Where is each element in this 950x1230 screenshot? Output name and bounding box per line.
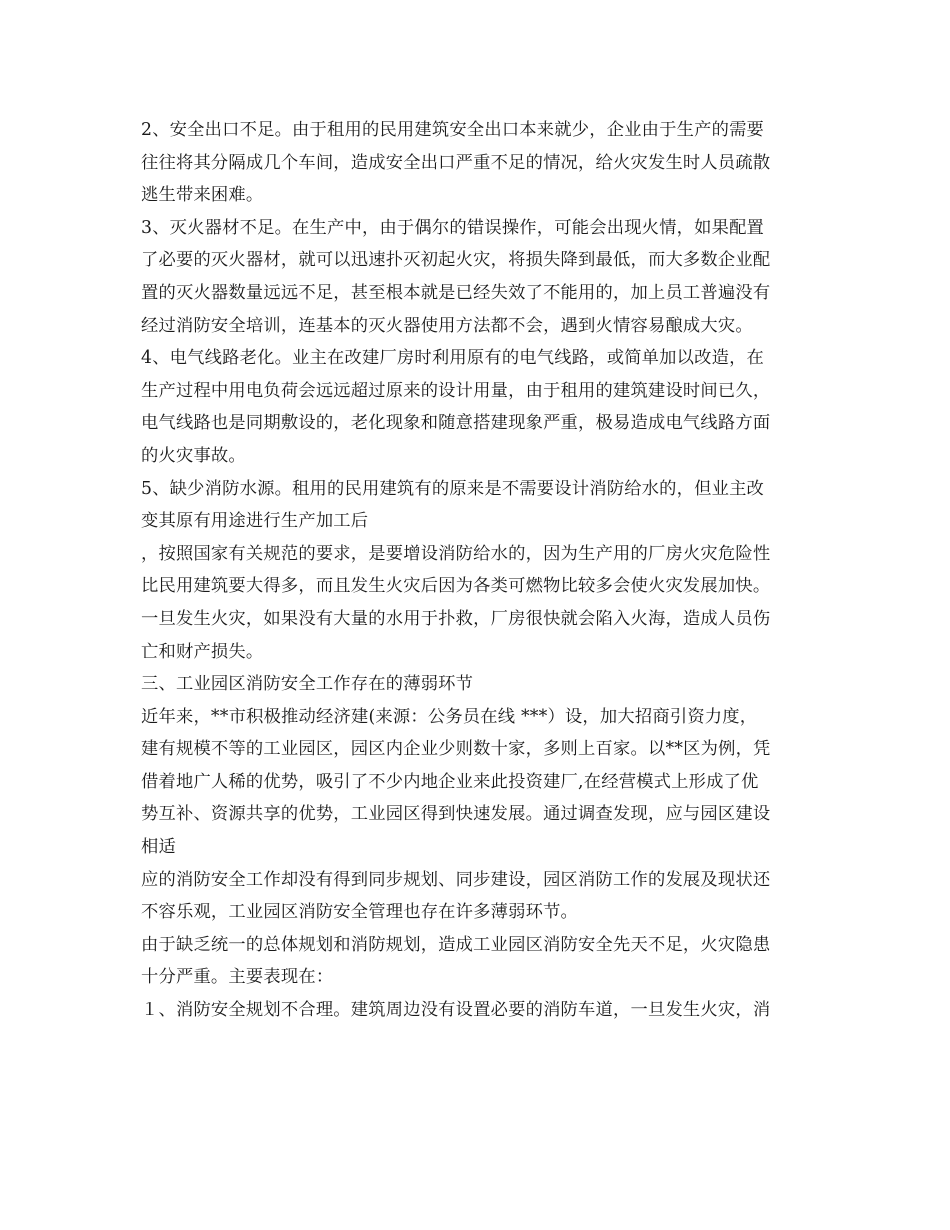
text-line: 相适 [141,837,176,858]
text-line: 电气线路也是同期敷设的，老化现象和随意搭建现象严重，极易造成电气线路方面 [141,413,771,434]
text-line: 4、电气线路老化。业主在改建厂房时利用原有的电气线路，或简单加以改造，在 [141,348,765,369]
text-line: 了必要的灭火器材，就可以迅速扑灭初起火灾，将损失降到最低，而大多数企业配 [141,250,771,271]
text-line: 经过消防安全培训，连基本的灭火器使用方法都不会，遇到火情容易酿成大灾。 [141,315,753,336]
text-line: １、消防安全规划不合理。建筑周边没有设置必要的消防车道，一旦发生火灾，消 [141,1000,771,1021]
text-line: 由于缺乏统一的总体规划和消防规划，造成工业园区消防安全先天不足，火灾隐患 [141,934,771,955]
section-heading: 三、工业园区消防安全工作存在的薄弱环节 [141,674,474,695]
text-line: 一旦发生火灾，如果没有大量的水用于扑救，厂房很快就会陷入火海，造成人员伤 [141,608,771,629]
text-line: 2、安全出口不足。由于租用的民用建筑安全出口本来就少，企业由于生产的需要 [141,120,765,140]
text-line: 十分严重。主要表现在： [141,967,334,988]
text-line: 亡和财产损失。 [141,641,264,662]
text-line: 3、灭火器材不足。在生产中，由于偶尔的错误操作，可能会出现火情，如果配置 [141,217,765,238]
text-line: 往往将其分隔成几个车间，造成安全出口严重不足的情况，给火灾发生时人员疏散 [141,152,771,173]
text-line: 比民用建筑要大得多，而且发生火灾后因为各类可燃物比较多会使火灾发展加快。 [141,576,771,597]
document-body [141,114,813,1027]
text-line: 变其原有用途进行生产加工后 [141,511,369,532]
text-line: 势互补、资源共享的优势，工业园区得到快速发展。通过调查发现，应与园区建设 [141,804,771,825]
text-line: 不容乐观，工业园区消防安全管理也存在许多薄弱环节。 [141,902,579,923]
text-line: 近年来，**市积极推动经济建(来源：公务员在线 ***）设，加大招商引资力度， [141,706,758,727]
text-line: 生产过程中用电负荷会远远超过原来的设计用量，由于租用的建筑建设时间已久， [141,380,771,401]
text-line: 置的灭火器数量远远不足，甚至根本就是已经失效了不能用的，加上员工普遍没有 [141,282,771,303]
text-line: 应的消防安全工作却没有得到同步规划、同步建设，园区消防工作的发展及现状还 [141,869,771,890]
text-line: 借着地广人稀的优势，吸引了不少内地企业来此投资建厂,在经营模式上形成了优 [141,771,759,792]
text-line: 建有规模不等的工业园区，园区内企业少则数十家，多则上百家。以**区为例，凭 [141,739,771,760]
text-line: ，按照国家有关规范的要求，是要增设消防给水的，因为生产用的厂房火灾危险性 [141,543,771,564]
text-line: 逃生带来困难。 [141,185,264,206]
text-line: 5、缺少消防水源。租用的民用建筑有的原来是不需要设计消防给水的，但业主改 [141,478,765,499]
text-line: 的火灾事故。 [141,445,246,466]
